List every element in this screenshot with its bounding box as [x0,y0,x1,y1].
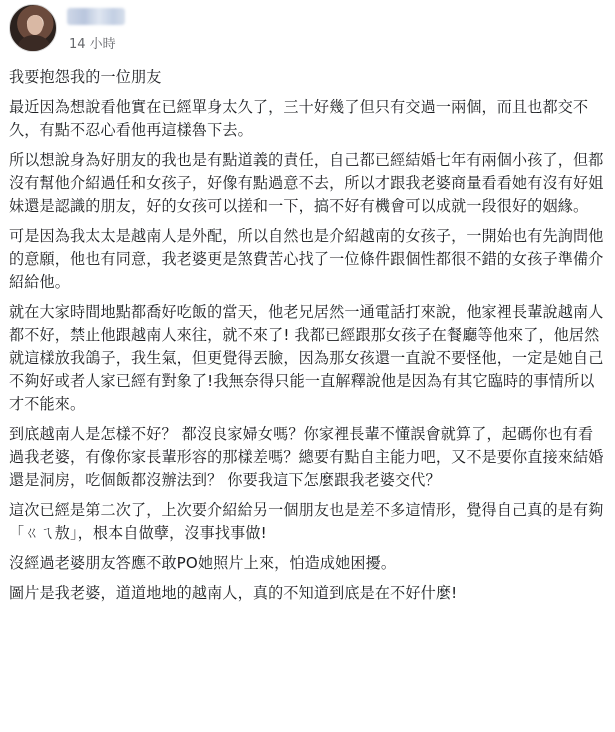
post-paragraph-3: 所以想說身為好朋友的我也是有點道義的責任，自己都已經結婚七年有兩個小孩了，但都沒有幫他介紹過任和女孩子，好像有點過意不去，所以才跟我老婆商量看看她有沒有好姐妹還是認識的朋友，好的女孩可以搓和一下，搞不好有機會可以成就一段很好的姻緣。 [9,151,604,215]
avatar-shoulder-shape [18,35,50,52]
post-header [9,4,599,56]
author-name-blurred[interactable] [67,8,125,25]
author-avatar[interactable] [9,4,57,52]
post-paragraph-9: 圖片是我老婆，道道地地的越南人，真的不知道到底是在不好什麼! [9,584,458,602]
post-paragraph-6: 到底越南人是怎樣不好？ 都沒良家婦女嗎？你家裡長輩不懂誤會就算了，起碼你也有看過我老婆，有像你家長輩形容的那樣差嗎？總要有點自主能力吧，又不是要你直接來結婚還是洞房，吃個飯都沒辦法到？ 你要我這下怎麼跟我老婆交代？ [9,425,604,489]
post-paragraph-5: 就在大家時間地點都喬好吃飯的當天，他老兄居然一通電話打來說，他家裡長輩說越南人都不好，禁止他跟越南人來往，就不來了! 我都已經跟那女孩子在餐廳等他來了，他居然就這樣放我鴿子，我生氣，但更覺得丟臉，因為那女孩還一直說不要怪他，一定是她自己不夠好或者人家已經有對象了!我無奈得只能一直解釋說他是因為有其它臨時的事情所以才不能來。 [9,303,604,413]
post-paragraph-1: 我要抱怨我的一位朋友 [9,68,162,86]
post-timestamp[interactable]: 14 小時 [69,37,116,52]
post-paragraph-8: 沒經過老婆朋友答應不敢PO她照片上來，怕造成她困擾。 [9,554,397,572]
post-paragraph-4: 可是因為我太太是越南人是外配，所以自然也是介紹越南的女孩子，一開始也有先詢問他的意願，他也有同意，我老婆更是煞費苦心找了一位條件跟個性都很不錯的女孩子準備介紹給他。 [9,227,604,291]
post-paragraph-2: 最近因為想說看他實在已經單身太久了，三十好幾了但只有交過一兩個，而且也都交不久，有點不忍心看他再這樣魯下去。 [9,98,589,139]
avatar-face-shape [27,15,43,35]
post-paragraph-7: 這次已經是第二次了，上次要介紹給另一個朋友也是差不多這情形，覺得自己真的是有夠「ㄍㄟ敖」，根本自做孽，沒事找事做! [9,501,604,542]
post-body [9,66,607,612]
